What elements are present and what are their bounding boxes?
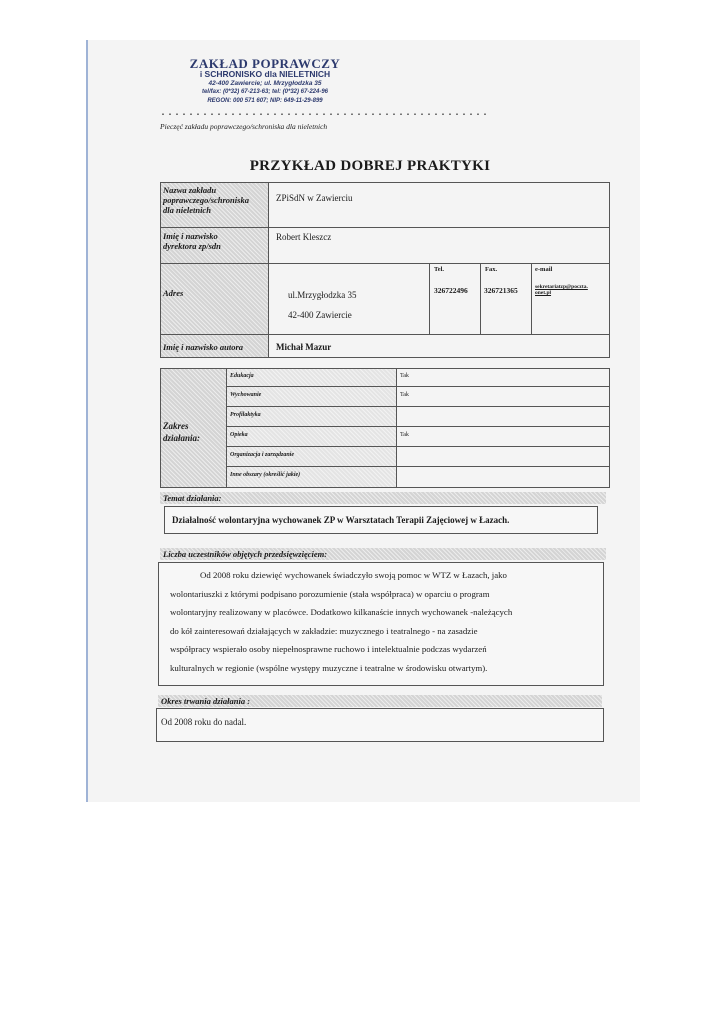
author-value: Michał Mazur (276, 342, 332, 352)
topic-label: Temat działania: (163, 493, 222, 503)
topic-value: Działalność wolontaryjna wychowanek ZP w Warsztatach Terapii Zajęciowej w Łazach. (172, 515, 510, 525)
scope-row-name: Organizacja i zarządzanie (230, 452, 295, 458)
participants-label: Liczba uczestników objętych przedsięwzięciem: (163, 549, 328, 559)
text-line: kulturalnych w regionie (wspólne występy muzyczne i teatralne w środowisku otwartym). (170, 662, 488, 673)
signature-dots: ............................................... (160, 108, 490, 119)
email-value[interactable]: sekretariatzp@poczta. onet.pl (535, 284, 588, 296)
scope-row-name: Edukacja (230, 373, 254, 379)
scope-row-name: Profilaktyka (230, 412, 261, 418)
director-value: Robert Kleszcz (276, 232, 332, 242)
address-line-2: 42-400 Zawiercie (288, 310, 352, 320)
text-line: Od 2008 roku dziewięć wychowanek świadczyło swoją pomoc w WTZ w Łazach, jako (200, 570, 507, 580)
text-line: współpracy wspierało osoby niepełnosprawne ruchowo i intelektualnie podczas wydarzeń (170, 644, 487, 654)
participants-text (170, 566, 594, 677)
email-label: e-mail (535, 266, 553, 273)
scope-row-value: Tak (400, 432, 409, 438)
tel-value: 326722496 (434, 286, 468, 295)
text-line: wolontariuszki z którymi podpisano porozumienie (stała współpraca) w oparciu o program (170, 588, 490, 599)
scan-edge (86, 40, 88, 802)
document-title: PRZYKŁAD DOBREJ PRAKTYKI (249, 158, 491, 174)
author-label: Imię i nazwisko autora (163, 342, 244, 352)
scope-row-name: Inne obszary (określić jakie) (230, 472, 301, 478)
duration-value: Od 2008 roku do nadal. (161, 717, 247, 727)
text-line: do kół zainteresowań działających w zakładzie: muzycznego i teatralnego - na zasadzie (170, 625, 478, 636)
address-label: Adres (163, 288, 184, 298)
facility-label: Nazwa zakładu poprawczego/schroniska dla nieletnich (163, 185, 249, 215)
tel-label: Tel. (434, 266, 445, 273)
stamp-subtitle: i SCHRONISKO dla NIELETNICH (199, 69, 331, 79)
text-line: wolontaryjny realizowany w placówce. Dodatkowo kilkanaście innych wychowanek -należących (170, 607, 513, 617)
facility-value: ZPiSdN w Zawierciu (276, 193, 353, 203)
fax-value: 326721365 (484, 286, 518, 295)
stamp-phone: tel/fax: (0*32) 67-213-63; tel: (0*32) 67-224-96 (201, 89, 329, 95)
stamp-name: ZAKŁAD POPRAWCZY (189, 56, 341, 71)
address-line-1: ul.Mrzygłodzka 35 (288, 290, 357, 300)
scope-row-name: Wychowanie (230, 392, 262, 398)
stamp-regon: REGON: 000 571 607; NIP: 649-11-29-899 (207, 98, 323, 104)
director-label: Imię i nazwisko dyrektora zp/sdn (163, 231, 221, 251)
scope-row-value: Tak (400, 392, 409, 398)
scope-label: Zakres działania: (163, 421, 201, 443)
duration-label: Okres trwania działania : (161, 696, 251, 706)
scope-row-value: Tak (400, 373, 409, 379)
stamp-address: 42-400 Zawiercie; ul. Mrzygłodzka 35 (208, 80, 322, 87)
scope-row-name: Opieka (230, 432, 248, 438)
topic-header (160, 492, 606, 504)
stamp-caption: Pieczęć zakładu poprawczego/schroniska dla nieletnich (160, 122, 328, 131)
fax-label: Fax. (485, 266, 498, 273)
